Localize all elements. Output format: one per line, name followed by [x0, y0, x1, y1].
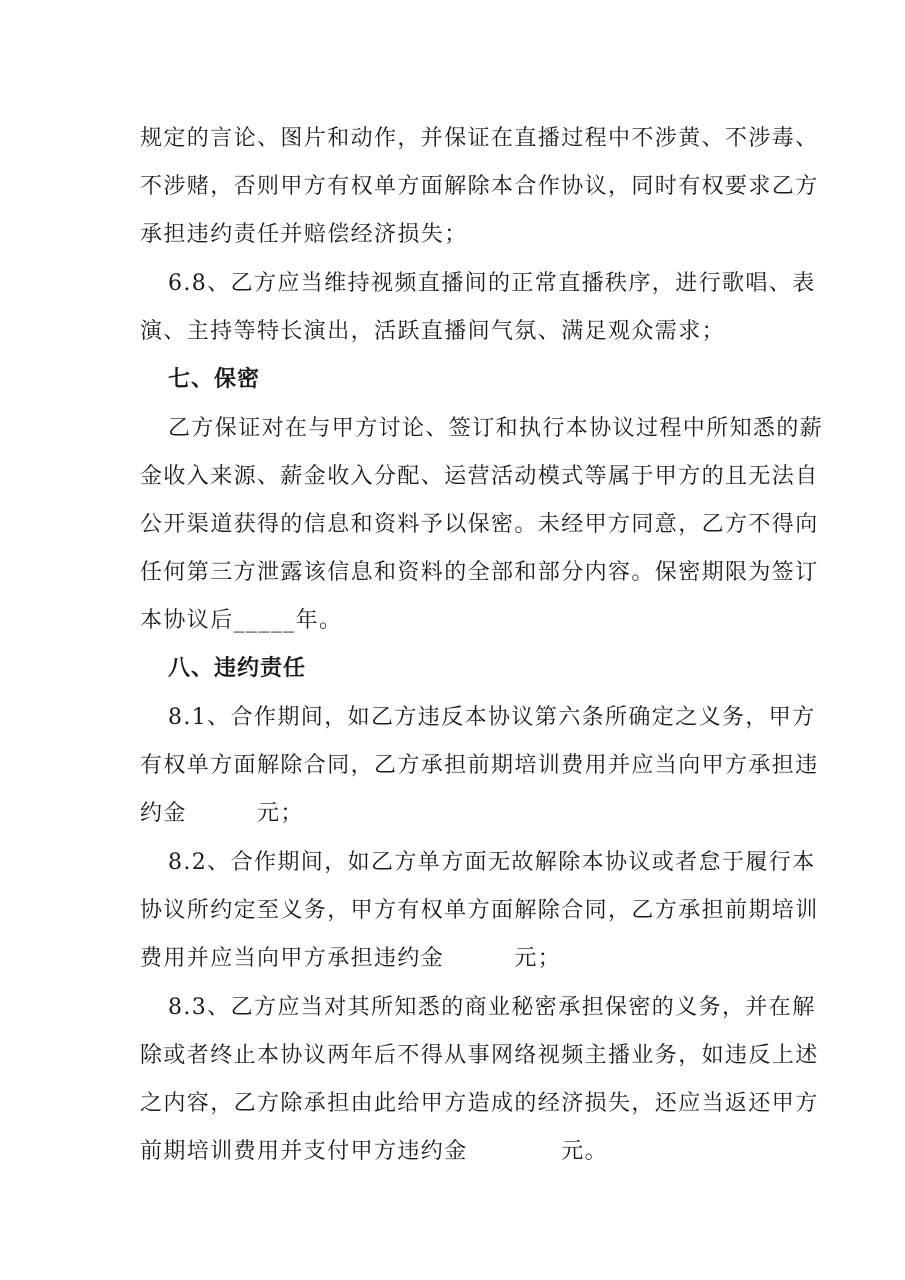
text-line: 金收入来源、薪金收入分配、运营活动模式等属于甲方的且无法自 — [140, 464, 819, 489]
section-heading-confidentiality: 七、保密 — [168, 367, 261, 392]
text-line: 规定的言论、图片和动作，并保证在直播过程中不涉黄、不涉毒、 — [140, 126, 819, 151]
clause-8-3-line: 8.3、乙方应当对其所知悉的商业秘密承担保密的义务，并在解 — [168, 995, 816, 1020]
text-line: 有权单方面解除合同，乙方承担前期培训费用并应当向甲方承担违 — [140, 753, 819, 778]
clause-8-2-line: 8.2、合作期间，如乙方单方面无故解除本协议或者怠于履行本 — [168, 850, 816, 875]
text-line: 除或者终止本协议两年后不得从事网络视频主播业务，如违反上述 — [140, 1043, 819, 1068]
text-line: 费用并应当向甲方承担违约金 元； — [140, 946, 562, 971]
text-line: 任何第三方泄露该信息和资料的全部和部分内容。保密期限为签订 — [140, 560, 819, 585]
section-heading-breach-liability: 八、违约责任 — [168, 656, 307, 681]
text-line: 承担违约责任并赔偿经济损失； — [140, 222, 468, 247]
clause-8-1-line: 8.1、合作期间，如乙方违反本协议第六条所确定之义务，甲方 — [168, 705, 816, 730]
text-line: 公开渠道获得的信息和资料予以保密。未经甲方同意，乙方不得向 — [140, 512, 819, 537]
text-line: 协议所约定至义务，甲方有权单方面解除合同，乙方承担前期培训 — [140, 898, 819, 923]
text-line: 之内容，乙方除承担由此给甲方造成的经济损失，还应当返还甲方 — [140, 1091, 819, 1116]
text-line: 演、主持等特长演出，活跃直播间气氛、满足观众需求； — [140, 319, 726, 344]
clause-6-8-line: 6.8、乙方应当维持视频直播间的正常直播秩序，进行歌唱、表 — [168, 271, 816, 296]
text-line: 约金 元； — [140, 801, 304, 826]
text-line: 本协议后_____年。 — [140, 608, 343, 633]
paragraph-line: 乙方保证对在与甲方讨论、签订和执行本协议过程中所知悉的薪 — [168, 416, 824, 441]
text-line: 不涉赌，否则甲方有权单方面解除本合作协议，同时有权要求乙方 — [140, 174, 819, 199]
text-line: 前期培训费用并支付甲方违约金 元。 — [140, 1139, 609, 1164]
